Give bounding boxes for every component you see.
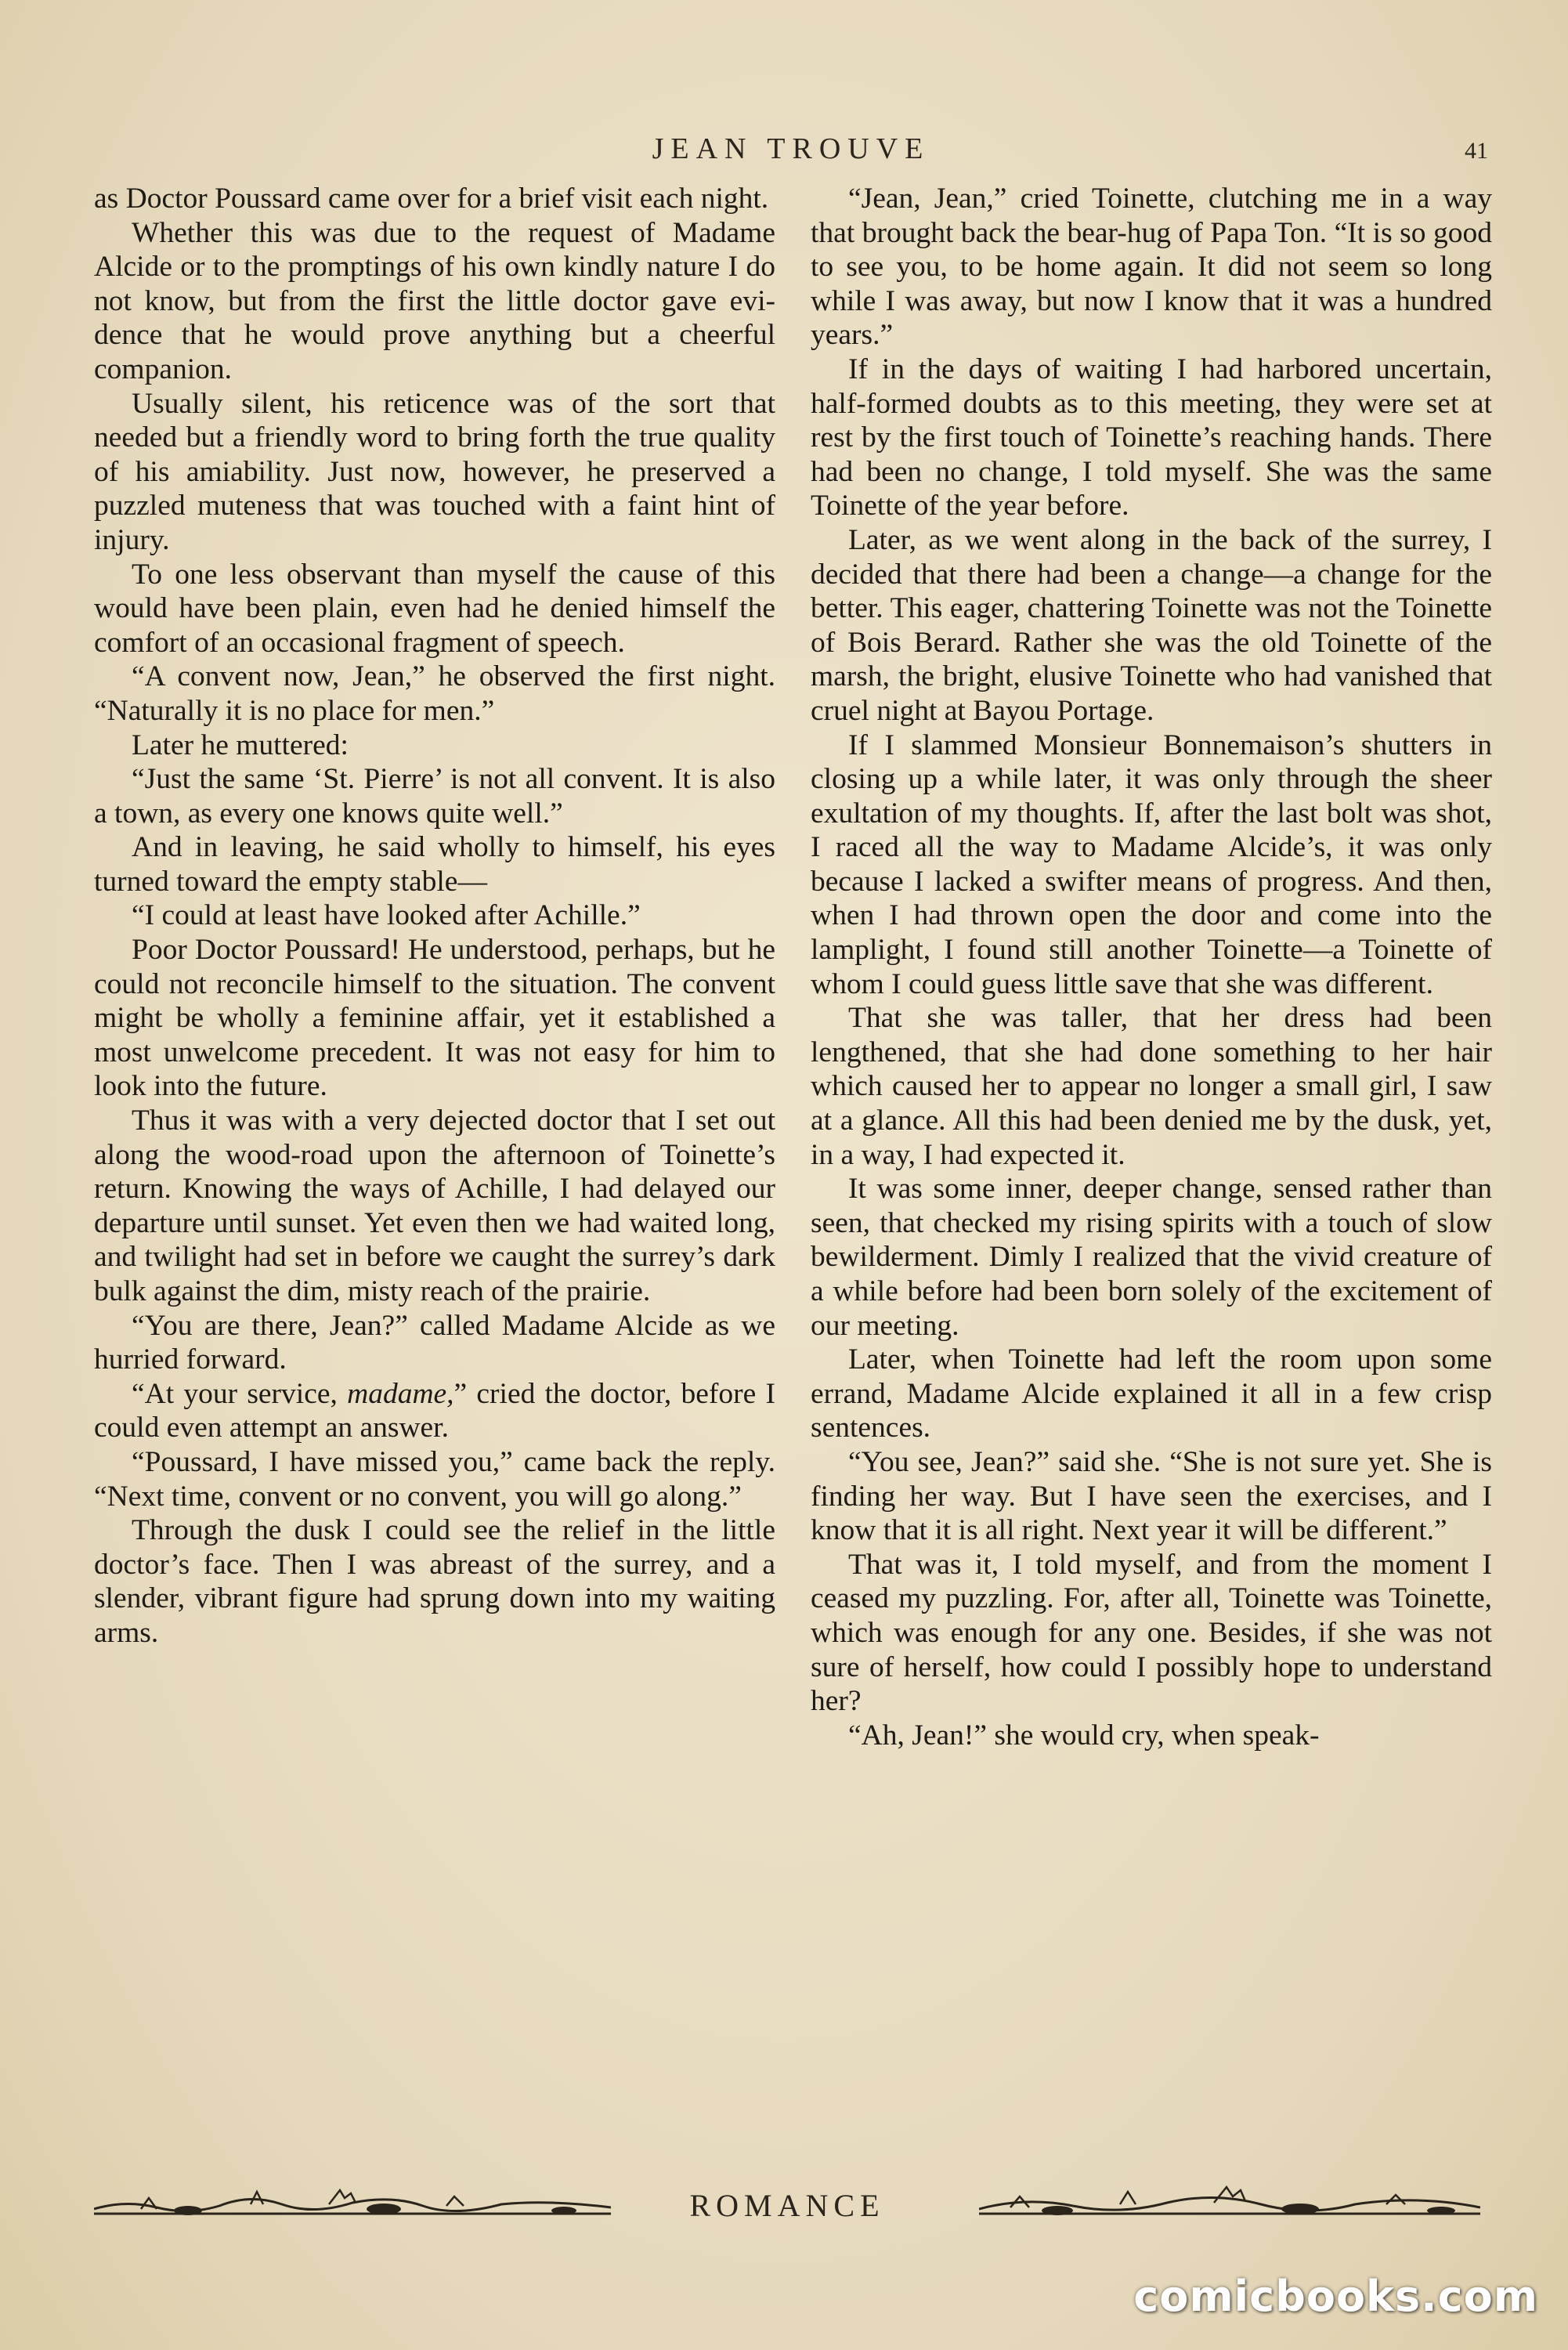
paragraph: “You see, Jean?” said she. “She is not sure yet. She is finding her way. But I have seen the exercises, and I know that it is all right. Next year it will be different.” [811, 1445, 1492, 1547]
paragraph: “Jean, Jean,” cried Toinette, clutching me in a way that brought back the bear-hug of Papa Ton. “It is so good to see you, to be home again. It did not seem so long while I was away, but now I know that it was a hundred years.” [811, 183, 1492, 352]
paragraph: as Doctor Poussard came over for a brief visit each night. [94, 183, 769, 215]
paragraph: That was it, I told myself, and from the moment I ceased my puzzling. For, after all, Toinette was Toinette, which was enough for any one. Besides, if she was not sure of herself, how could I possibly hope to understand her? [811, 1548, 1492, 1718]
paragraph: If I slammed Monsieur Bonnemaison’s shutters in closing up a while later, it was only through the sheer exultation of my thoughts. If, after the last bolt was shot, I raced all the way to Madame Alcide’s, it was only because I lacked a swifter means of progress. And then, when I had thrown open the door and come into the lamplight, I found still another Toinette—a Toinette of whom I could guess little save that she was different. [811, 728, 1492, 1000]
page-number: 41 [1465, 138, 1488, 164]
paragraph: That she was taller, that her dress had been lengthened, that she had done something to her hair which caused her to appear no longer a small girl, I saw at a glance. All this had been denied me by the dusk, yet, in a way, I had expected it. [811, 1002, 1492, 1171]
paragraph: “Ah, Jean!” she would cry, when speak- [848, 1719, 1320, 1752]
paragraph: “A convent now, Jean,” he observed the first night. “Naturally it is no place for men.” [94, 660, 775, 727]
paragraph: If in the days of waiting I had harbored uncertain, half-formed doubts as to this meeting, they were set at rest by the first touch of Toinette’s reaching hands. There had been no change, I told myself. She was the same Toinette of the year before. [811, 352, 1492, 522]
paragraph: It was some inner, deeper change, sensed rather than seen, that checked my rising spirits with a touch of slow bewilderment. Dimly I realized that the vivid creature of a while before had been born solely of the excitement of our meeting. [811, 1173, 1492, 1342]
paragraph: Whether this was due to the request of Madame Alcide or to the promptings of his own kindly nature I do not know, but from the first the little doctor gave evidence that he would prove anything but a cheerful companion. [94, 216, 775, 385]
paragraph: “You are there, Jean?” called Madame Alcide as we hurried forward. [94, 1309, 775, 1376]
watermark: comicbooks.com [1133, 2272, 1538, 2321]
paragraph: To one less observant than myself the cause of this would have been plain, even had he denied himself the comfort of an occasional fragment of speech. [94, 558, 775, 659]
page-header [94, 132, 1488, 179]
italic-text: madame, [347, 1377, 454, 1410]
page-footer [94, 2178, 1480, 2232]
paragraph: Through the dusk I could see the relief in the little doctor’s face. Then I was abreast of the surrey, and a slender, vibrant figure had sprung down into my waiting arms. [94, 1514, 775, 1649]
paragraph: Thus it was with a very dejected doctor that I set out along the wood-road upon the afternoon of Toinette’s return. Knowing the ways of Achille, I had delayed our departure until sunset. Yet even then we had waited long, and twilight had set in before we caught the surrey’s dark bulk against the dim, misty reach of the prairie. [94, 1104, 775, 1307]
left-column [94, 182, 775, 1650]
paragraph: “I could at least have looked after Achille.” [132, 899, 641, 932]
paragraph: “Just the same ‘St. Pierre’ is not all convent. It is also a town, as every one knows quite well.” [94, 763, 775, 830]
paragraph: Later, when Toinette had left the room upon some errand, Madame Alcide explained it all in a few crisp sentences. [811, 1343, 1492, 1444]
paragraph-at-your-service [94, 1377, 775, 1445]
paragraph: “Poussard, I have missed you,” came back the reply. “Next time, convent or no convent, you will go along.” [94, 1445, 775, 1513]
right-column [811, 182, 1492, 1752]
paragraph: Later he muttered: [132, 728, 349, 761]
paragraph: And in leaving, he said wholly to himself, his eyes turned toward the empty stable— [94, 831, 775, 898]
paragraph: Later, as we went along in the back of the surrey, I decided that there had been a change—a change for the better. This eager, chattering Toinette was not the Toinette of Bois Berard. Rather she was the old Toinette of the marsh, the bright, elusive Toinette who had vanished that cruel night at Bayou Portage. [811, 523, 1492, 727]
footer-label: ROMANCE [689, 2188, 885, 2223]
landscape-ornament-icon [979, 2186, 1480, 2220]
paragraph: Poor Doctor Poussard! He understood, perhaps, but he could not reconcile himself to the situation. The convent might be wholly a feminine affair, yet it established a most unwelcome precedent. It was not easy for him to look into the future. [94, 934, 775, 1103]
text-run: ” cried the doctor, before I could even attempt an answer. [94, 1377, 775, 1444]
running-title: JEAN TROUVE [652, 132, 930, 165]
paragraph: Usually silent, his reticence was of the sort that needed but a friendly word to bring forth the true quality of his amiability. Just now, however, he preserved a puzzled muteness that was touched with a faint hint of injury. [94, 387, 775, 556]
text-run: “At your service, [132, 1377, 348, 1410]
